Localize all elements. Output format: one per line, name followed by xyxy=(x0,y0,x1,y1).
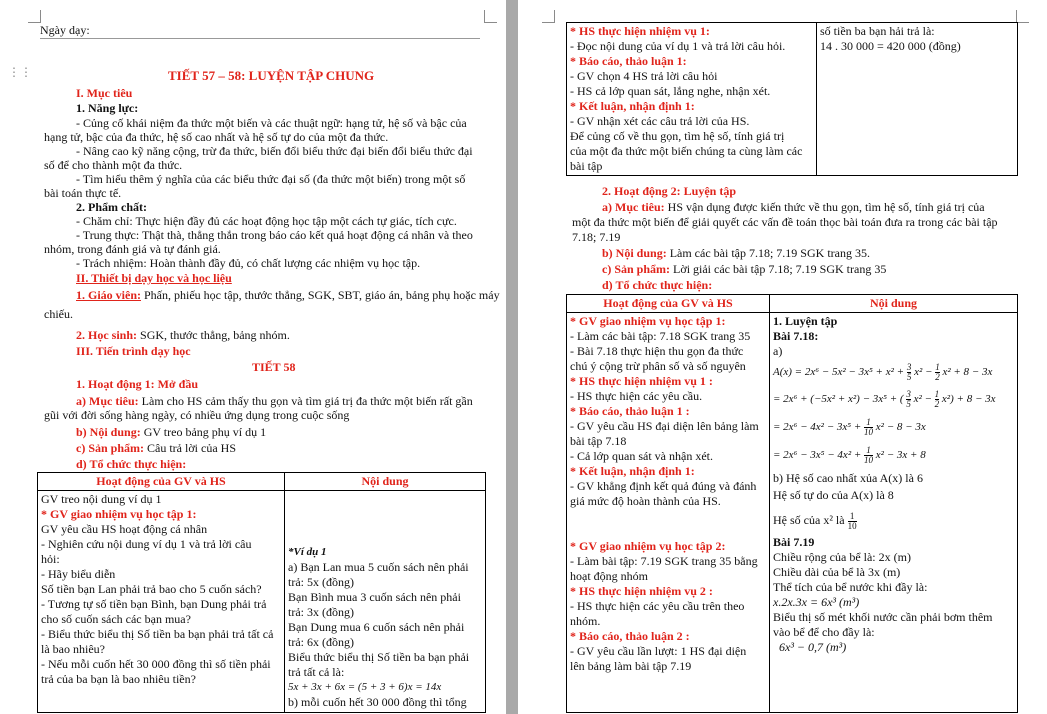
frac-num: 1 xyxy=(864,446,873,456)
right-row: Bạn Dung mua 6 cuốn sách nên phải xyxy=(288,620,465,634)
page-left xyxy=(0,0,506,714)
left-row: giá mức độ hoàn thành của HS. xyxy=(570,494,721,508)
left-row: - Bài 7.18 thực hiện thu gọn đa thức xyxy=(570,344,744,358)
ex19-row: Biểu thị số mét khối nước cần phải bơm thêm xyxy=(773,610,993,624)
left-row: * HS thực hiện nhiệm vụ 2 : xyxy=(570,584,713,598)
left-row: nhóm. xyxy=(570,614,601,628)
left-row: của một đa thức một biến chúng ta cùng làm các xyxy=(570,144,803,158)
product-label: c) Sản phẩm: xyxy=(76,441,145,455)
left-row: * Kết luận, nhận định 1: xyxy=(570,464,695,478)
left-row: * HS thực hiện nhiệm vụ 1 : xyxy=(570,374,713,388)
left-row: * Báo cáo, thảo luận 2 : xyxy=(570,629,690,643)
section-process: III. Tiến trình dạy học xyxy=(76,344,191,358)
goal-label: a) Mục tiêu: xyxy=(76,394,139,408)
eq-part: A(x) = 2x⁶ − 5x² − 3x⁵ + x² + xyxy=(773,366,905,378)
fraction-1-10 xyxy=(864,446,873,465)
left-row: - Biểu thức biểu thị Số tiền ba bạn phải trả tất cả xyxy=(41,627,274,641)
activity-1-table xyxy=(37,472,486,713)
page-right xyxy=(518,0,1047,714)
para-2b: số để cho thành một đa thức. xyxy=(44,158,183,172)
subsection-qualities: 2. Phẩm chất: xyxy=(76,200,147,214)
left-row: Để củng cố về thu gọn, tìm hệ số, tính giá trị xyxy=(570,129,785,143)
para-1b: hạng tử, bậc của đa thức, hệ số cao nhất và hệ số tự do của một đa thức. xyxy=(44,130,389,144)
activity-2-content xyxy=(602,246,870,261)
left-row: - HS thực hiện các yêu cầu trên theo xyxy=(570,599,745,613)
teacher-student-cell xyxy=(567,313,770,713)
activity-2-organize: d) Tổ chức thực hiện: xyxy=(602,278,713,292)
para-3b: bài toán thực tế. xyxy=(44,186,122,200)
frac-den: 5 xyxy=(906,371,912,382)
fraction-3-5 xyxy=(906,390,911,409)
left-row: bài tập xyxy=(570,159,603,173)
left-row: * Báo cáo, thảo luận 1: xyxy=(570,54,687,68)
right-row: trả: 6x (đồng) xyxy=(288,635,354,649)
left-row: * Báo cáo, thảo luận 1 : xyxy=(570,404,690,418)
fraction-1-10 xyxy=(848,512,857,531)
left-row: - GV nhận xét các câu trả lời của HS. xyxy=(570,114,750,128)
right-row: số tiền ba bạn hải trả là: xyxy=(820,24,935,38)
content-cell xyxy=(285,491,486,713)
left-row: - Cả lớp quan sát và nhận xét. xyxy=(570,449,713,463)
left-row: - GV yêu cầu HS đại diện lên bảng làm xyxy=(570,419,759,433)
part-b-line-1: b) Hệ số cao nhất xủa A(x) là 6 xyxy=(773,471,923,485)
quality-1: - Chăm chỉ: Thực hiện đầy đủ các hoạt động học tập một cách tự giác, tích cực. xyxy=(76,214,457,228)
frac-num: 3 xyxy=(906,388,911,399)
equation-line-2 xyxy=(773,385,1014,413)
frac-den: 2 xyxy=(935,371,940,382)
right-row: 14 . 30 000 = 420 000 (đồng) xyxy=(820,39,961,53)
frac-num: 1 xyxy=(935,361,940,372)
frac-den: 5 xyxy=(906,398,911,409)
eq-part: x² + 8 − 3x xyxy=(942,366,993,378)
left-row: hỏi: xyxy=(41,552,60,566)
product-text: Lời giải các bài tập 7.18; 7.19 SGK trang 35 xyxy=(670,262,887,276)
eq-part: = 2x⁶ − 4x² − 3x⁵ + xyxy=(773,421,862,433)
content-label: b) Nội dung: xyxy=(602,246,667,260)
part-a-label: a) xyxy=(773,344,783,358)
ex19-row: 6x³ − 0,7 (m³) xyxy=(779,640,847,654)
left-row: - GV khẳng định kết quả đúng và đánh xyxy=(570,479,757,493)
eq-part: x² − 3x + 8 xyxy=(875,449,926,461)
left-row: hoạt động nhóm xyxy=(570,569,648,583)
frac-den: 10 xyxy=(847,520,857,531)
header-date-line xyxy=(40,22,480,39)
content-text: Làm các bài tập 7.18; 7.19 SGK trang 35. xyxy=(666,246,870,260)
product-text: Câu trả lời của HS xyxy=(144,441,237,455)
left-row: * Kết luận, nhận định 1: xyxy=(570,99,695,113)
subsection-competence: 1. Năng lực: xyxy=(76,101,139,115)
student-text: SGK, thước thẳng, bảng nhóm. xyxy=(137,328,290,342)
part-b-line-3 xyxy=(773,505,1014,535)
content-text: GV treo bảng phụ ví dụ 1 xyxy=(140,425,267,439)
left-row: trả của ba bạn là bao nhiêu tiền? xyxy=(41,672,196,686)
quality-2a: - Trung thực: Thật thà, thẳng thắn trong báo cáo kết quả hoạt động cá nhân và theo xyxy=(76,228,473,242)
right-row: b) mỗi cuốn hết 30 000 đồng thì tổng xyxy=(288,695,467,709)
left-row: * GV giao nhiệm vụ học tập 2: xyxy=(570,539,726,553)
right-row: trả: 5x (đồng) xyxy=(288,575,354,589)
frac-num: 1 xyxy=(934,388,940,399)
goal-text: Làm cho HS cảm thấy thu gọn và tìm giá trị đa thức một biến rất gần xyxy=(138,394,473,408)
crop-mark-top-left xyxy=(542,10,555,23)
col-content: Nội dung xyxy=(285,473,486,491)
student-materials xyxy=(76,328,290,343)
eq-part: x² − xyxy=(913,393,932,405)
fraction-1-2 xyxy=(935,363,940,382)
left-row: - HS thực hiện các yêu cầu. xyxy=(570,389,703,403)
exercise-7-19: Bài 7.19 xyxy=(773,535,815,549)
fraction-1-2 xyxy=(935,390,940,409)
continuation-left-cell xyxy=(567,23,817,176)
left-row: - GV yêu cầu lần lượt: 1 HS đại diện xyxy=(570,644,747,658)
left-row: là bao nhiêu? xyxy=(41,642,105,656)
activity-1-product xyxy=(76,441,236,456)
continuation-right-cell xyxy=(817,23,1018,176)
exercise-7-18: Bài 7.18: xyxy=(773,329,819,343)
frac-num: 3 xyxy=(906,361,912,372)
crop-mark-top-right xyxy=(484,10,497,23)
activity-1-title: 1. Hoạt động 1: Mở đầu xyxy=(76,377,198,391)
frac-den: 10 xyxy=(864,426,874,437)
left-row: * GV giao nhiệm vụ học tập 1: xyxy=(41,507,197,521)
eq-part: = 2x⁶ − 3x⁵ − 4x² + xyxy=(773,449,862,461)
eq-part: x²) + 8 − 3x xyxy=(941,393,996,405)
activity-1-goal xyxy=(76,394,473,409)
product-label: c) Sản phẩm: xyxy=(602,262,671,276)
left-row: - Nghiên cứu nội dung ví dụ 1 và trả lời câu xyxy=(41,537,252,551)
right-row: trả: 3x (đồng) xyxy=(288,605,354,619)
activity-2-product xyxy=(602,262,886,277)
teacher-text: Phấn, phiếu học tập, thước thẳng, SGK, SBT, giáo án, bảng phụ hoặc máy xyxy=(141,288,500,302)
quality-3: - Trách nhiệm: Hoàn thành đầy đủ, có chất lượng các nhiệm vụ học tập. xyxy=(76,256,421,270)
left-row: Số tiền bạn Lan phải trả bao cho 5 cuốn sách? xyxy=(41,582,262,596)
teacher-text-2: chiếu. xyxy=(44,307,73,321)
left-row-spacer xyxy=(570,509,766,524)
equation-line-3 xyxy=(773,413,1014,441)
teacher-materials xyxy=(76,288,500,303)
right-row: Bạn Bình mua 3 cuốn sách nên phải xyxy=(288,590,461,604)
activity-1-organize: d) Tổ chức thực hiện: xyxy=(76,457,187,471)
activity-1-content xyxy=(76,425,266,440)
section-objectives: I. Mục tiêu xyxy=(76,86,133,100)
left-row: GV treo nội dung ví dụ 1 xyxy=(41,492,162,506)
left-row: - Đọc nội dung của ví dụ 1 và trả lời câu hỏi. xyxy=(570,39,786,53)
drag-handle-icon[interactable]: ⋮⋮ xyxy=(8,65,32,79)
col-teacher-student: Hoạt động của GV và HS xyxy=(567,295,770,313)
equation-line-1 xyxy=(773,359,1014,385)
activity-2-goal xyxy=(602,200,985,215)
col-teacher-student: Hoạt động của GV và HS xyxy=(38,473,285,491)
eq-part: = 2x⁶ + (−5x² + x²) − 3x⁵ + ( xyxy=(773,393,904,405)
left-row: - Hãy biểu diễn xyxy=(41,567,116,581)
ex19-row: vào bể để cho đầy là: xyxy=(773,625,875,639)
eq-part: x² − 8 − 3x xyxy=(875,421,926,433)
frac-num: 1 xyxy=(848,512,857,522)
right-row: Biểu thức biểu thị Số tiền ba bạn phải xyxy=(288,650,470,664)
activity-1-goal-2: gũi với đời sống hàng ngày, có nhiều ứng dụng trong cuộc sống xyxy=(44,408,350,422)
right-row: *Ví dụ 1 xyxy=(288,546,327,558)
para-2a: - Nâng cao kỹ năng cộng, trừ đa thức, biến đổi biểu thức đại biến đổi biểu thức đại xyxy=(76,144,473,158)
left-row: - Làm bài tập: 7.19 SGK trang 35 bằng xyxy=(570,554,758,568)
frac-den: 2 xyxy=(934,398,940,409)
section-equipment: II. Thiết bị dạy học và học liệu xyxy=(76,271,232,285)
equation-line-4 xyxy=(773,441,1014,469)
left-row: - Nếu mỗi cuốn hết 30 000 đồng thì số tiền phải xyxy=(41,657,271,671)
lesson-title: TIẾT 57 – 58: LUYỆN TẬP CHUNG xyxy=(168,68,375,83)
part-b-line-2: Hệ số tự do của A(x) là 8 xyxy=(773,488,894,502)
goal-text: HS vận dụng được kiến thức về thu gọn, tìm hệ số, tính giá trị của xyxy=(664,200,985,214)
activity-2-title: 2. Hoạt động 2: Luyện tập xyxy=(602,184,737,198)
activity-2-goal-2: một đa thức một biến để giải quyết các vấn đề toán thọc bài toán đưa ra trong các bài tập xyxy=(572,215,998,229)
left-row: * HS thực hiện nhiệm vụ 1: xyxy=(570,24,710,38)
right-row: trả tất cả là: xyxy=(288,665,345,679)
practice-heading: 1. Luyện tập xyxy=(773,314,838,328)
continuation-table xyxy=(566,22,1018,176)
left-row: - GV chọn 4 HS trả lời câu hỏi xyxy=(570,69,718,83)
left-row: - Tương tự số tiền bạn Bình, bạn Dung phải trả xyxy=(41,597,267,611)
teacher-label: 1. Giáo viên: xyxy=(76,288,141,302)
para-1a: - Củng cố khái niệm đa thức một biến và các thuật ngữ: hạng tử, hệ số và bậc của xyxy=(76,116,467,130)
left-row: - HS cả lớp quan sát, lắng nghe, nhận xét. xyxy=(570,84,771,98)
eq-part: Hệ số của x² là xyxy=(773,513,845,527)
eq-part: x² − xyxy=(914,366,933,378)
quality-2b: nhóm, trong đánh giá và tự đánh giá. xyxy=(44,242,221,256)
para-3a: - Tìm hiểu thêm ý nghĩa của các biểu thức đại số (đa thức một biến) trong một số xyxy=(76,172,466,186)
lesson-number: TIẾT 58 xyxy=(252,360,296,374)
left-row-spacer xyxy=(570,524,766,539)
left-row: lên bảng làm bài tập 7.19 xyxy=(570,659,692,673)
activity-2-goal-3: 7.18; 7.19 xyxy=(572,230,621,244)
col-content: Nội dung xyxy=(770,295,1018,313)
ex19-row: x.2x.3x = 6x³ (m³) xyxy=(773,595,860,609)
left-row: bài tập 7.18 xyxy=(570,434,627,448)
left-row: GV yêu cầu HS hoạt động cá nhân xyxy=(41,522,208,536)
ex19-row: Thể tích của bể nước khi đầy là: xyxy=(773,580,928,594)
content-label: b) Nội dung: xyxy=(76,425,141,439)
frac-den: 10 xyxy=(864,454,874,465)
fraction-3-5 xyxy=(907,363,912,382)
ex19-row: Chiều dài của bể là 3x (m) xyxy=(773,565,901,579)
header-date: Ngày dạy: xyxy=(40,23,90,37)
left-row: * GV giao nhiệm vụ học tập 1: xyxy=(570,314,726,328)
frac-num: 1 xyxy=(864,418,873,428)
teacher-student-cell xyxy=(38,491,285,713)
student-label: 2. Học sinh: xyxy=(76,328,138,342)
activity-2-table xyxy=(566,294,1018,713)
right-row-equation: 5x + 3x + 6x = (5 + 3 + 6)x = 14x xyxy=(288,681,442,693)
right-row: a) Bạn Lan mua 5 cuốn sách nên phải xyxy=(288,560,469,574)
ex19-row: Chiều rộng của bể là: 2x (m) xyxy=(773,550,911,564)
goal-label: a) Mục tiêu: xyxy=(602,200,665,214)
left-row: chú ý cộng trừ phân số và số nguyên xyxy=(570,359,746,373)
content-cell xyxy=(770,313,1018,713)
left-row: cho số cuốn sách các bạn mua? xyxy=(41,612,191,626)
left-row: - Làm các bài tập: 7.18 SGK trang 35 xyxy=(570,329,751,343)
fraction-1-10 xyxy=(864,418,873,437)
